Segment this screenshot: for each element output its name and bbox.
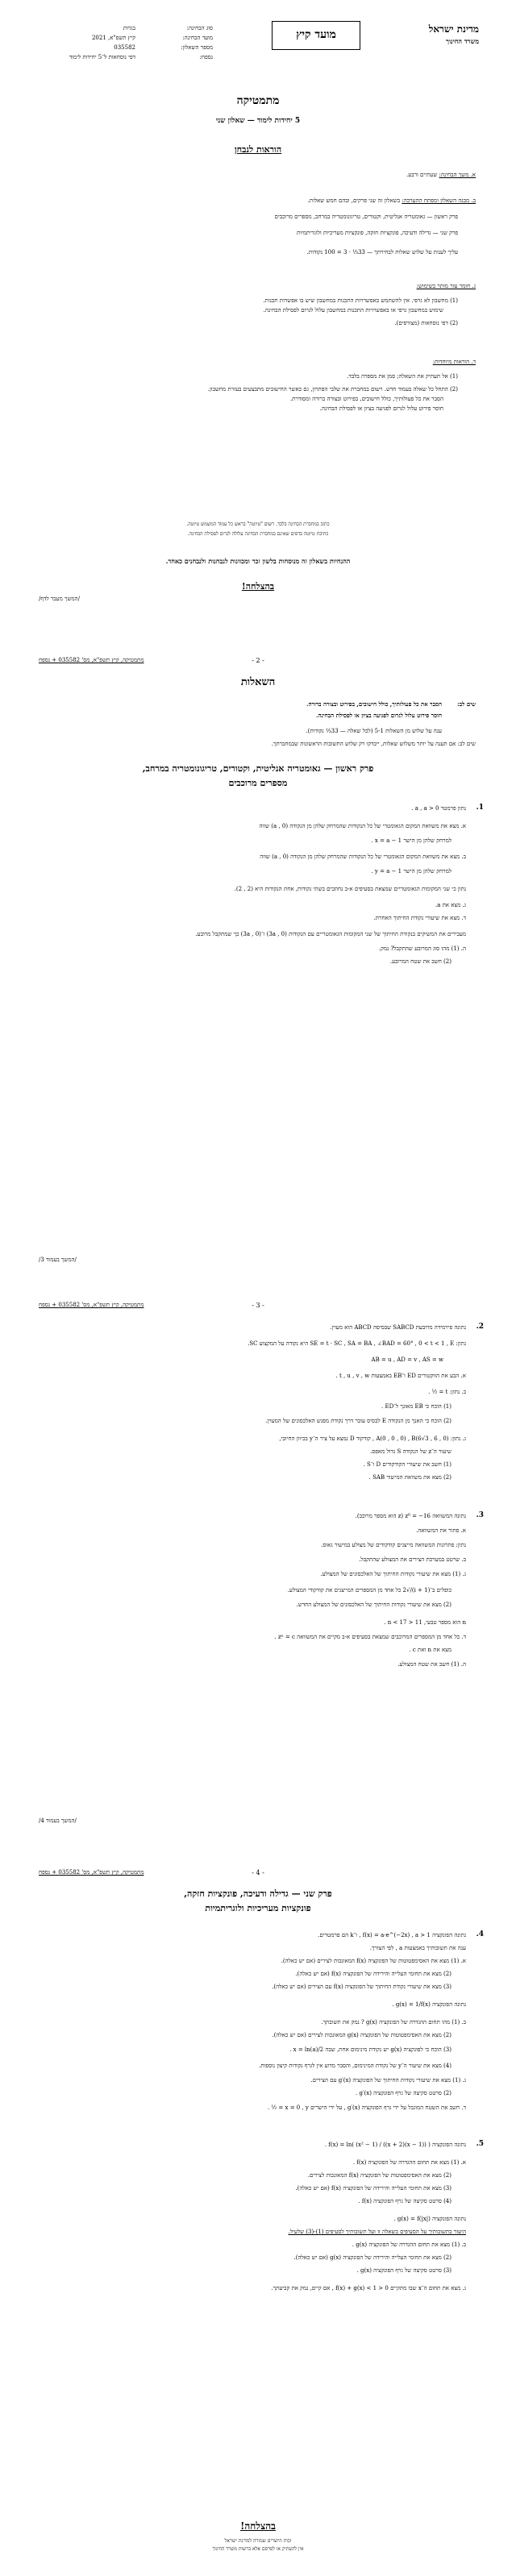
attention-2: חוסר פירוט עלול לגרום לפגיעה בציון או לפסילת הבחינה. — [316, 712, 442, 719]
page-number: - 3 - — [252, 1302, 264, 1309]
part2-line: פרק שני — גדילה ודעיכה, פונקציות חזקה, פונקציות מעריכיות ולוגריתמיות — [296, 230, 458, 236]
duration: א. משך הבחינה: שעתיים ורבע. — [406, 172, 476, 178]
question-number: 3. — [476, 1511, 484, 1519]
cover-page: מדינת ישראל משרד החינוך מועד קיץ סוג הבחינה: מועד הבחינה: מספר השאלון: נספח: בגרות קיץ תשפ"א, 2021 035582 דפי נוסחאות ל־5 יחידות לימוד מתמטיקה 5 יחידות לימוד — שאלון שני הוראות לנבחן א. משך הבחינה: שעתיים ורבע. ב. מבנה השאלון ומפתח ההערכה: בשאלון זה שני פרקים, ובהם חמש שאלות. פרק ראשון — גאומטריה אנליטית, וקטורים, טריגונומטריה במרחב, מספרים מרוכבים פרק שני — גדילה ודעיכה, פונקציות חזקה, פונקציות מעריכיות ולוגריתמיות עליך לענות על שלוש שאלות לבחירתך — 33⅓ · 3 = 100 נקודות. ג. חומר עזר מותר בשימוש: (1) מחשבון לא גרפי. אין להשתמש באפשרויות התכנות במחשבון שיש בו אפשרות תכנות. שימוש במחשבון גרפי או באפשרויות התכנות במחשבון עלול לגרום לפסילת הבחינה. (2) דפי נוסחאות (מצורפים). ד. הוראות מיוחדות: (1) אל תעתיק את השאלה; סמן את מספרה בלבד. (2) התחל כל שאלה בעמוד חדש. רשום במחברת את שלבי הפתרון, גם כאשר החישובים מתבצעים בעזרת מחשבון. הסבר את כל פעולותיך, כולל חישובים, בפירוט ובצורה ברורה ומסודרת. חוסר פירוט עלול לגרום לפגיעה בציון או לפסילת הבחינה. כתוב במחברת הבחינה בלבד. רשום "טיוטה" בראש כל עמוד המשמש טיוטה. כתיבת טיוטה בדפים שאינם במחברת הבחינה עלולה לגרום לפסילת הבחינה. ההנחיות בשאלון זה מנוסחות בלשון זכר ומכוונות לנבחנות ולנבחנים כאחד. בהצלחה! /המשך מעבר לדף/ — [0, 0, 516, 629]
ministry-name: משרד החינוך — [446, 37, 479, 45]
score-line: עליך לענות על שלוש שאלות לבחירתך — 33⅓ · 3 = 100 נקודות. — [306, 249, 458, 256]
subject-title: מתמטיקה — [236, 94, 280, 107]
materials-label: ג. חומר עזר מותר בשימוש: — [416, 283, 476, 289]
special-2c: חוסר פירוט עלול לגרום לפגיעה בציון או לפסילת הבחינה. — [319, 405, 443, 412]
draft-note-2: כתיבת טיוטה בדפים שאינם במחברת הבחינה עלולה לגרום לפסילת הבחינה. — [187, 531, 329, 537]
part-title: פרק ראשון — גאומטריה אנליטית, וקטורים, טריגונומטריה במרחב, — [142, 763, 374, 774]
continue-note: /המשך בעמוד 3/ — [39, 1257, 77, 1263]
state-name: מדינת ישראל — [428, 23, 479, 35]
question-number: 5. — [476, 2140, 484, 2148]
subject-subtitle: 5 יחידות לימוד — שאלון שני — [215, 117, 301, 125]
materials-1b: שימוש במחשבון גרפי או באפשרויות התכנות במחשבון עלול לגרום לפסילת הבחינה. — [263, 307, 443, 314]
page-header: מתמטיקה, קיץ תשפ"א, מס' 035582 + נספח — [39, 1869, 144, 1876]
draft-note-1: כתוב במחברת הבחינה בלבד. רשום "טיוטה" בראש כל עמוד המשמש טיוטה. — [186, 521, 330, 527]
instructions-title: הוראות לנבחן — [234, 144, 282, 155]
question-number: 1. — [476, 804, 484, 812]
structure: ב. מבנה השאלון ומפתח ההערכה: בשאלון זה שני פרקים, ובהם חמש שאלות. — [307, 197, 476, 204]
special-2b: הסבר את כל פעולותיך, כולל חישובים, בפירוט ובצורה ברורה ומסודרת. — [289, 396, 443, 402]
continue-note: /המשך מעבר לדף/ — [39, 596, 80, 602]
page-header: מתמטיקה, קיץ תשפ"א, מס' 035582 + נספח — [39, 657, 144, 663]
part-title-2: מספרים מרוכבים — [228, 778, 288, 788]
attention-1: הסבר את כל פעולותיך, כולל חישובים, בפירוט ובצורה ברורה. — [306, 700, 442, 708]
page-number: - 2 - — [252, 657, 264, 664]
continue-note: /המשך בעמוד 4/ — [39, 1818, 77, 1824]
special-2: (2) התחל כל שאלה בעמוד חדש. רשום במחברת את שלבי הפתרון, גם כאשר החישובים מתבצעים בעזרת מחשבון. — [207, 386, 458, 393]
questions-title: השאלות — [240, 676, 276, 688]
attention-label: שים לב: — [457, 700, 476, 708]
copyright-2: אין להעתיק או לפרסם אלא ברשות משרד החינוך — [212, 2546, 304, 2552]
part1-line: פרק ראשון — גאומטריה אנליטית, וקטורים, טריגונומטריה במרחב, מספרים מרוכבים — [274, 214, 458, 220]
special-1: (1) אל תעתיק את השאלה; סמן את מספרה בלבד. — [347, 373, 458, 380]
page-3: מתמטיקה, קיץ תשפ"א, מס' 035582 + נספח - 3 - 2. נתונה פירמידה מרובעת SABCD שבסיסה ABCD הוא מעוין. נתון: SE = t · SC , SA = BA , ∠BAD = 60° , 0 < t < 1 , E היא נקודה על המקצוע SC. AB = u , AD = v , AS = w א. הבע את הווקטורים ED ו־EB באמצעות t , u , v , w . ב. נתון: t = ½ . (1) הוכח כי EB מאונך ל־ED . (2) הוכח כי האנך מן הנקודה E לבסיס עובר דרך נקודת מפגש האלכסונים של המעוין. ג. נתון: A(0 , 0 , 0) , B(6√3 , 6 , 0) , קודקוד D נמצא על ציר ה־y בכיוון החיובי, שיעור ה־z של הנקודה S גדול מאפס. (1) חשב את שיעורי הקודקודים D ו־S . (2) מצא את משוואת המישור SAB . 3. נתונה המשוואה z⁶ = −16 (z הוא מספר מרוכב). א. פתור את המשוואה. נתון: פתרונות המשוואה מייצגים קודקודים של מצולע במישור גאוס. ב. שרטט במערכת הצירים את המצולע שהתקבל. ג. (1) מצא את שיעורי נקודות החיתוך של האלכסונים של המצולע. כופלים ב־(1 + i)/√2 כל אחד מן המספרים המייצגים את קודקודי המצולע. (2) מצא את שיעורי נקודות החיתוך של האלכסונים של המצולע החדש. n הוא מספר טבעי, 11 < n < 17 . ד. כל אחד מן המספרים המרוכבים שמצאת בסעיפים א-ב מקיים את המשוואה zⁿ = c . מצא את n ואת c . ה. (1) חשב את שטח המצולע. /המשך בעמוד 4/ — [0, 1290, 516, 1854]
good-luck: בהצלחה! — [240, 2520, 276, 2532]
good-luck: בהצלחה! — [241, 581, 275, 592]
copyright-1: זכות היוצרים שמורה למדינת ישראל — [224, 2538, 292, 2544]
question-number: 2. — [476, 1323, 484, 1331]
answer-note-2: שים לב: אם תענה על יותר משלוש שאלות, ייבדקו רק שלוש התשובות הראשונות שבמחברתך. — [271, 741, 476, 747]
session-badge: מועד קיץ — [272, 21, 360, 50]
special-label: ד. הוראות מיוחדות: — [432, 359, 476, 365]
page-header: מתמטיקה, קיץ תשפ"א, מס' 035582 + נספח — [39, 1302, 144, 1308]
page-number: - 4 - — [252, 1869, 264, 1876]
page-2: מתמטיקה, קיץ תשפ"א, מס' 035582 + נספח - 2 - השאלות שים לב: הסבר את כל פעולותיך, כולל חישובים, בפירוט ובצורה ברורה. חוסר פירוט עלול לגרום לפגיעה בציון או לפסילת הבחינה. ענה על שלוש מן השאלות 5-1 (לכל שאלה — 33⅓ נקודות). שים לב: אם תענה על יותר משלוש שאלות, ייבדקו רק שלוש התשובות הראשונות שבמחברתך. פרק ראשון — גאומטריה אנליטית, וקטורים, טריגונומטריה במרחב, מספרים מרוכבים 1. נתון פרמטר a , a > 0 . א. מצא את משוואת המקום הגאומטרי של כל הנקודות שהמרחק שלהן מן הנקודה (a , 0) שווה למרחק שלהן מן הישר x = a − 1 . ב. מצא את משוואת המקום הגאומטרי של כל הנקודות שהמרחק שלהן מן הנקודה (0 , a) שווה למרחק שלהן מן הישר y = a − 1 . נתון כי שני המקומות הגאומטריים שמצאת בסעיפים א-ב נחתכים בשתי נקודות, אחת הנקודות היא (2 , 2). ג. מצא את a. ד. מצא את שיעורי נקודת החיתוך האחרת. מעבירים את המשיקים בנקודת החיתוך של שני המקומות הגאומטריים עם הנקודות (3a , 0) ו־(0 , 3a) כך שמתקבל מרובע. ה. (1) מהו סוג המרובע שהתקבל? נמק. (2) חשב את שטח המרובע. /המשך בעמוד 3/ — [0, 645, 516, 1290]
part-title-2: פונקציות מעריכיות ולוגריתמיות — [205, 1903, 311, 1913]
question-number: 4. — [476, 1930, 484, 1938]
page-4: מתמטיקה, קיץ תשפ"א, מס' 035582 + נספח - 4 - פרק שני — גדילה ודעיכה, פונקציות חזקה, פונקציות מעריכיות ולוגריתמיות 4. נתונה הפונקציה f(x) = a·e^(−2x) , a > 1 , ו־k הם פרמטרים. ענה את תשובותיך באמצעות a , לפי הצורך. א. (1) מצא את האסימפטוטות של הפונקציה f(x) המאונכות לצירים (אם יש כאלה). (2) מצא את תחומי העלייה והירידה של הפונקציה f(x) (אם יש כאלה). (3) מצא את שיעורי נקודת החיתוך של הפונקציה f(x) עם הצירים (אם יש כאלה). נתונה הפונקציה g(x) = 1/f(x) . ב. (1) מהו תחום ההגדרה של הפונקציה g(x) ? נמק את תשובתך. (2) מצא את האסימפטוטות של הפונקציה g(x) המאונכות לצירים (אם יש כאלה). (3) הוכח כי לפונקציה g(x) יש נקודת מינימום אחת, שבה x = ln(a)/2 . (4) מצא את שיעור ה־y של נקודת המינימום, והסבר מדוע אין לגרף נקודות קיצון נוספות. ג. (1) מצא את שיעורי נקודות החיתוך של הפונקציה g′(x) עם הצירים. (2) סרטט סקיצה של גרף הפונקציה g′(x) . ד. חשב את השטח המוגבל על ידי גרף הפונקציה g′(x) , על ידי הישרים x = 0 , y = ½ . 5. נתונה הפונקציה f(x) = ln( (x² − 1) / ((x + 2)(x − 1)) ) . א. (1) מצא את תחום ההגדרה של הפונקציה f(x) . (2) מצא את האסימפטוטות של הפונקציה f(x) המאונכות לצירים. (3) מצא את תחומי העלייה והירידה של הפונקציה f(x) (אם יש כאלה). (4) סרטט סקיצה של גרף הפונקציה f(x) . נתונה הפונקציה g(x) = f(|x|) . היעזר בתשובותיך על הסעיפים בשאלה זו ועל תשובותיך לסעיפים (1)-(3) שלעיל. ב. (1) מצא את תחום ההגדרה של הפונקציה g(x) . (2) מצא את תחומי העלייה והירידה של הפונקציה g(x) (אם יש כאלה). (3) סרטט סקיצה של גרף הפונקציה g(x) . ג. מצא את תחום ה־x שבו מתקיים 0 < f(x) + g(x) < 1 , אם קיים, נמק את קביעתך. בהצלחה! זכות היוצרים שמורה למדינת ישראל אין להעתיק או לפרסם אלא ברשות משרד החינוך — [0, 1854, 516, 2576]
gender-note: ההנחיות בשאלון זה מנוסחות בלשון זכר ומכוונות לנבחנות ולנבחנים כאחד. — [165, 557, 351, 565]
materials-2: (2) דפי נוסחאות (מצורפים). — [394, 320, 458, 326]
part-title: פרק שני — גדילה ודעיכה, פונקציות חזקה, — [184, 1888, 332, 1899]
answer-note: ענה על שלוש מן השאלות 5-1 (לכל שאלה — 33⅓ נקודות). — [306, 728, 442, 734]
materials-1: (1) מחשבון לא גרפי. אין להשתמש באפשרויות התכנות במחשבון שיש בו אפשרות תכנות. — [263, 297, 458, 304]
